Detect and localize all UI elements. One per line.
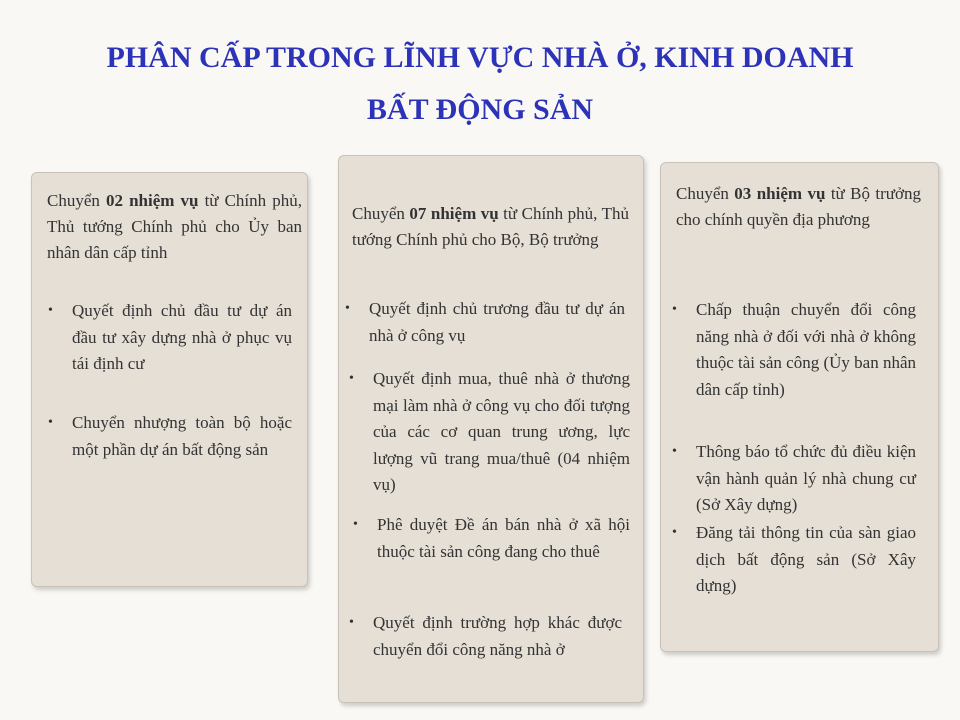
list-item-text: Quyết định chủ đầu tư dự án đầu tư xây dựng nhà ở phục vụ tái định cư — [72, 301, 292, 373]
list-item-text: Quyết định mua, thuê nhà ở thương mại làm nhà ở công vụ cho đối tượng của các cơ quan trung ương, lực lượng vũ trang mua/thuê (04 nhiệm vụ) — [373, 369, 630, 494]
list-item — [672, 297, 916, 403]
list-item — [349, 366, 630, 499]
page-title — [0, 32, 960, 136]
list-item-text: Chuyển nhượng toàn bộ hoặc một phần dự án bất động sản — [72, 413, 292, 459]
bullet-icon: • — [672, 525, 677, 540]
bullet-icon: • — [349, 371, 354, 386]
list-item-text: Quyết định chủ trương đầu tư dự án nhà ở công vụ — [369, 299, 625, 345]
bullet-icon: • — [345, 301, 350, 316]
list-item-text: Phê duyệt Đề án bán nhà ở xã hội thuộc tài sản công đang cho thuê — [377, 515, 630, 561]
intro-count: 07 nhiệm vụ — [409, 204, 499, 223]
list-item — [672, 520, 916, 600]
list-item — [48, 410, 292, 463]
bullet-icon: • — [48, 303, 53, 318]
list-item — [353, 512, 630, 565]
bullet-icon: • — [48, 415, 53, 430]
card-intro-column-1 — [47, 188, 302, 266]
list-item — [48, 298, 292, 378]
intro-count: 02 nhiệm vụ — [105, 191, 199, 210]
list-item-text: Đăng tải thông tin của sàn giao dịch bất động sản (Sở Xây dựng) — [696, 523, 916, 595]
intro-text: Chuyển — [676, 184, 735, 203]
list-item — [345, 296, 625, 349]
intro-text: Chuyển — [352, 204, 410, 223]
intro-text: từ Chính phủ, Thủ tướng Chính phủ cho Bộ, Bộ trưởng — [352, 204, 630, 249]
list-item — [672, 439, 916, 519]
page-title-line-2: BẤT ĐỘNG SẢN — [366, 93, 594, 126]
intro-text: Chuyển — [47, 191, 106, 210]
card-intro-column-2 — [352, 201, 629, 253]
bullet-icon: • — [349, 615, 354, 630]
list-item-text: Chấp thuận chuyển đổi công năng nhà ở đối với nhà ở không thuộc tài sản công (Ủy ban nhân dân cấp tỉnh) — [696, 300, 916, 399]
card-intro-column-3 — [676, 181, 921, 233]
bullet-icon: • — [672, 444, 677, 459]
list-item-text: Thông báo tổ chức đủ điều kiện vận hành quản lý nhà chung cư (Sở Xây dựng) — [696, 442, 916, 514]
list-item — [349, 610, 622, 663]
intro-text: từ Bộ trưởng cho chính quyền địa phương — [676, 184, 921, 229]
intro-count: 03 nhiệm vụ — [734, 184, 826, 203]
list-item-text: Quyết định trường hợp khác được chuyển đổi công năng nhà ở — [373, 613, 622, 659]
bullet-icon: • — [672, 302, 677, 317]
bullet-icon: • — [353, 517, 358, 532]
page-title-line-1: PHÂN CẤP TRONG LĨNH VỰC NHÀ Ở, KINH DOANH — [106, 41, 854, 74]
intro-text: từ Chính phủ, Thủ tướng Chính phủ cho Ủy ban nhân dân cấp tỉnh — [47, 191, 302, 262]
